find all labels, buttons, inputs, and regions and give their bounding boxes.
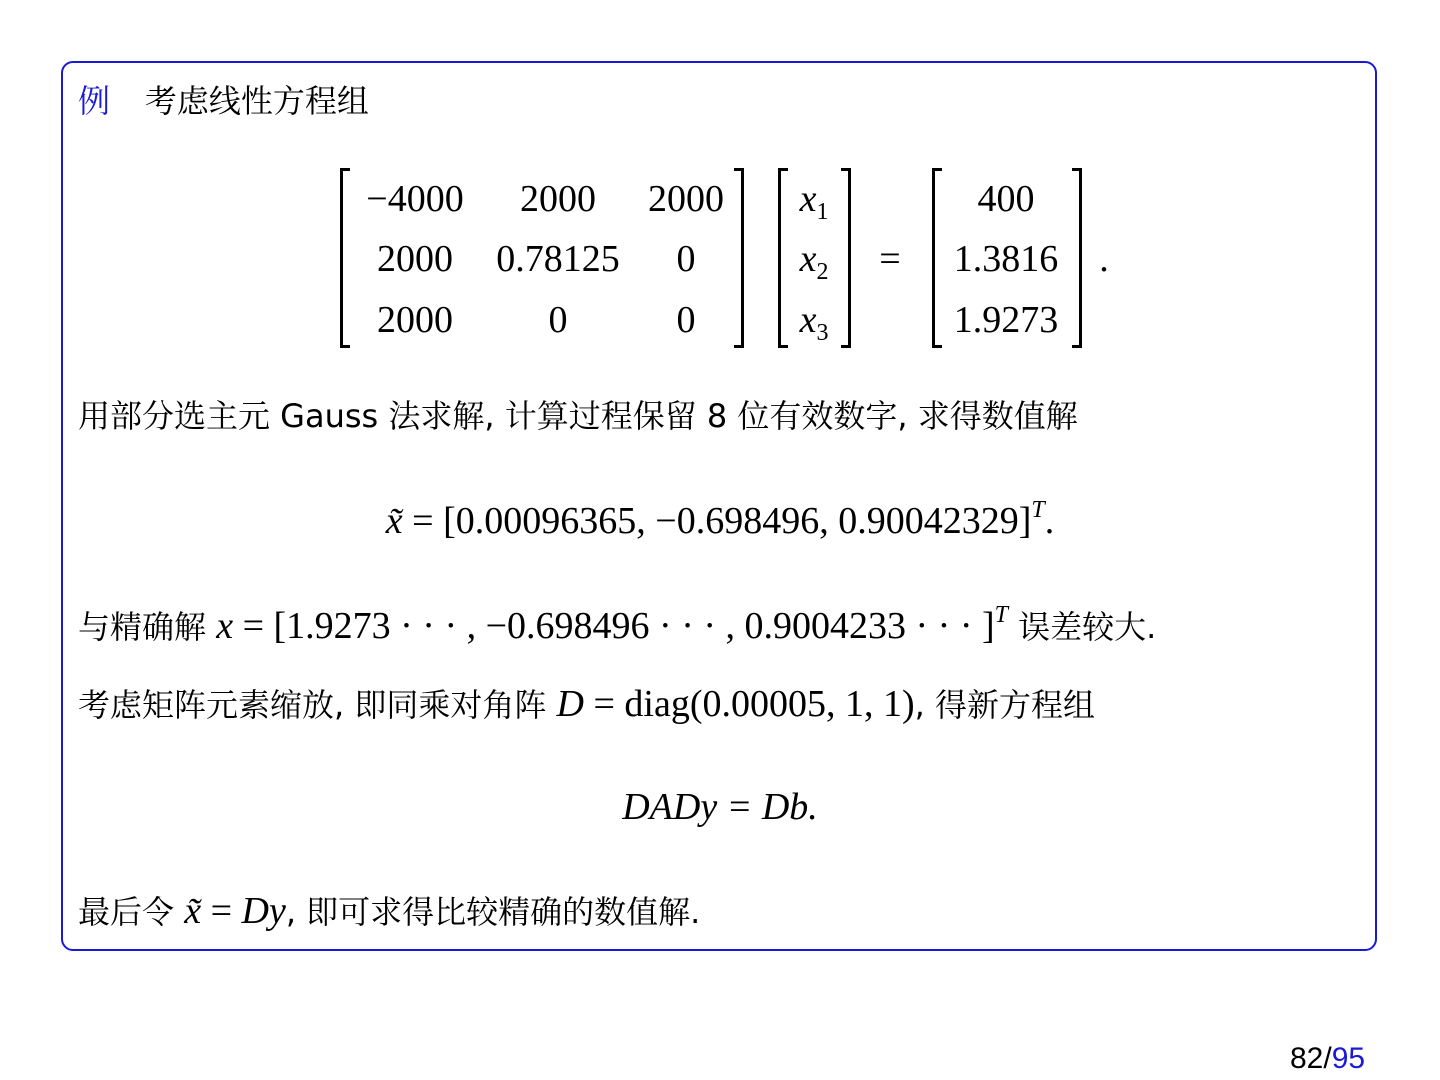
equation-period: . [1099, 238, 1109, 280]
matrix-a-cell: 0 [548, 299, 568, 341]
vector-x-entry: $x_2$ [799, 238, 829, 285]
example-header [78, 84, 369, 118]
matrix-a-cell: 2000 [377, 238, 453, 280]
vector-x-entry: $x_1$ [799, 178, 829, 225]
vector-x-right-bracket [841, 168, 851, 348]
vector-b-entry: 1.3816 [953, 238, 1059, 280]
exact-solution-line: 与精确解 x = [1.9273 · · · , −0.698496 · · · , 0.9004233 · · · ]$^T$ 误差较大. [78, 602, 1157, 647]
page-number: 82/95 [1290, 1042, 1366, 1075]
vector-b-left-bracket [932, 168, 942, 348]
matrix-a-cell: 2000 [377, 299, 453, 341]
method-description: 用部分选主元 Gauss 法求解, 计算过程保留 8 位有效数字, 求得数值解 [78, 397, 1078, 435]
matrix-equation [0, 168, 1440, 354]
vector-x-entry: $x_3$ [799, 299, 829, 346]
matrix-a-cell: −4000 [366, 178, 464, 220]
matrix-a-cell: 2000 [648, 178, 724, 220]
matrix-a-cell: 0.78125 [496, 238, 620, 280]
matrix-a-cell: 0 [676, 238, 696, 280]
conclusion-line: 最后令 x̃ = Dy, 即可求得比较精确的数值解. [78, 890, 701, 932]
vector-b-right-bracket [1072, 168, 1082, 348]
matrix-a-left-bracket [340, 168, 350, 348]
vector-b-entry: 400 [977, 178, 1035, 220]
vector-b-entry: 1.9273 [953, 299, 1059, 341]
example-title: 考虑线性方程组 [144, 82, 369, 120]
scaled-equation: DADy = Db. [622, 786, 818, 828]
example-label: 例 [78, 82, 111, 120]
numerical-solution-equation: x̃ = [0.00096365, −0.698496, 0.90042329]$^T$. [385, 497, 1055, 542]
matrix-a-right-bracket [734, 168, 744, 348]
scaling-line: 考虑矩阵元素缩放, 即同乘对角阵 D = diag(0.00005, 1, 1), 得新方程组 [78, 683, 1096, 725]
matrix-a-cell: 0 [676, 299, 696, 341]
matrix-a-cell: 2000 [520, 178, 596, 220]
vector-x-left-bracket [778, 168, 788, 348]
equals-sign: = [879, 238, 901, 280]
